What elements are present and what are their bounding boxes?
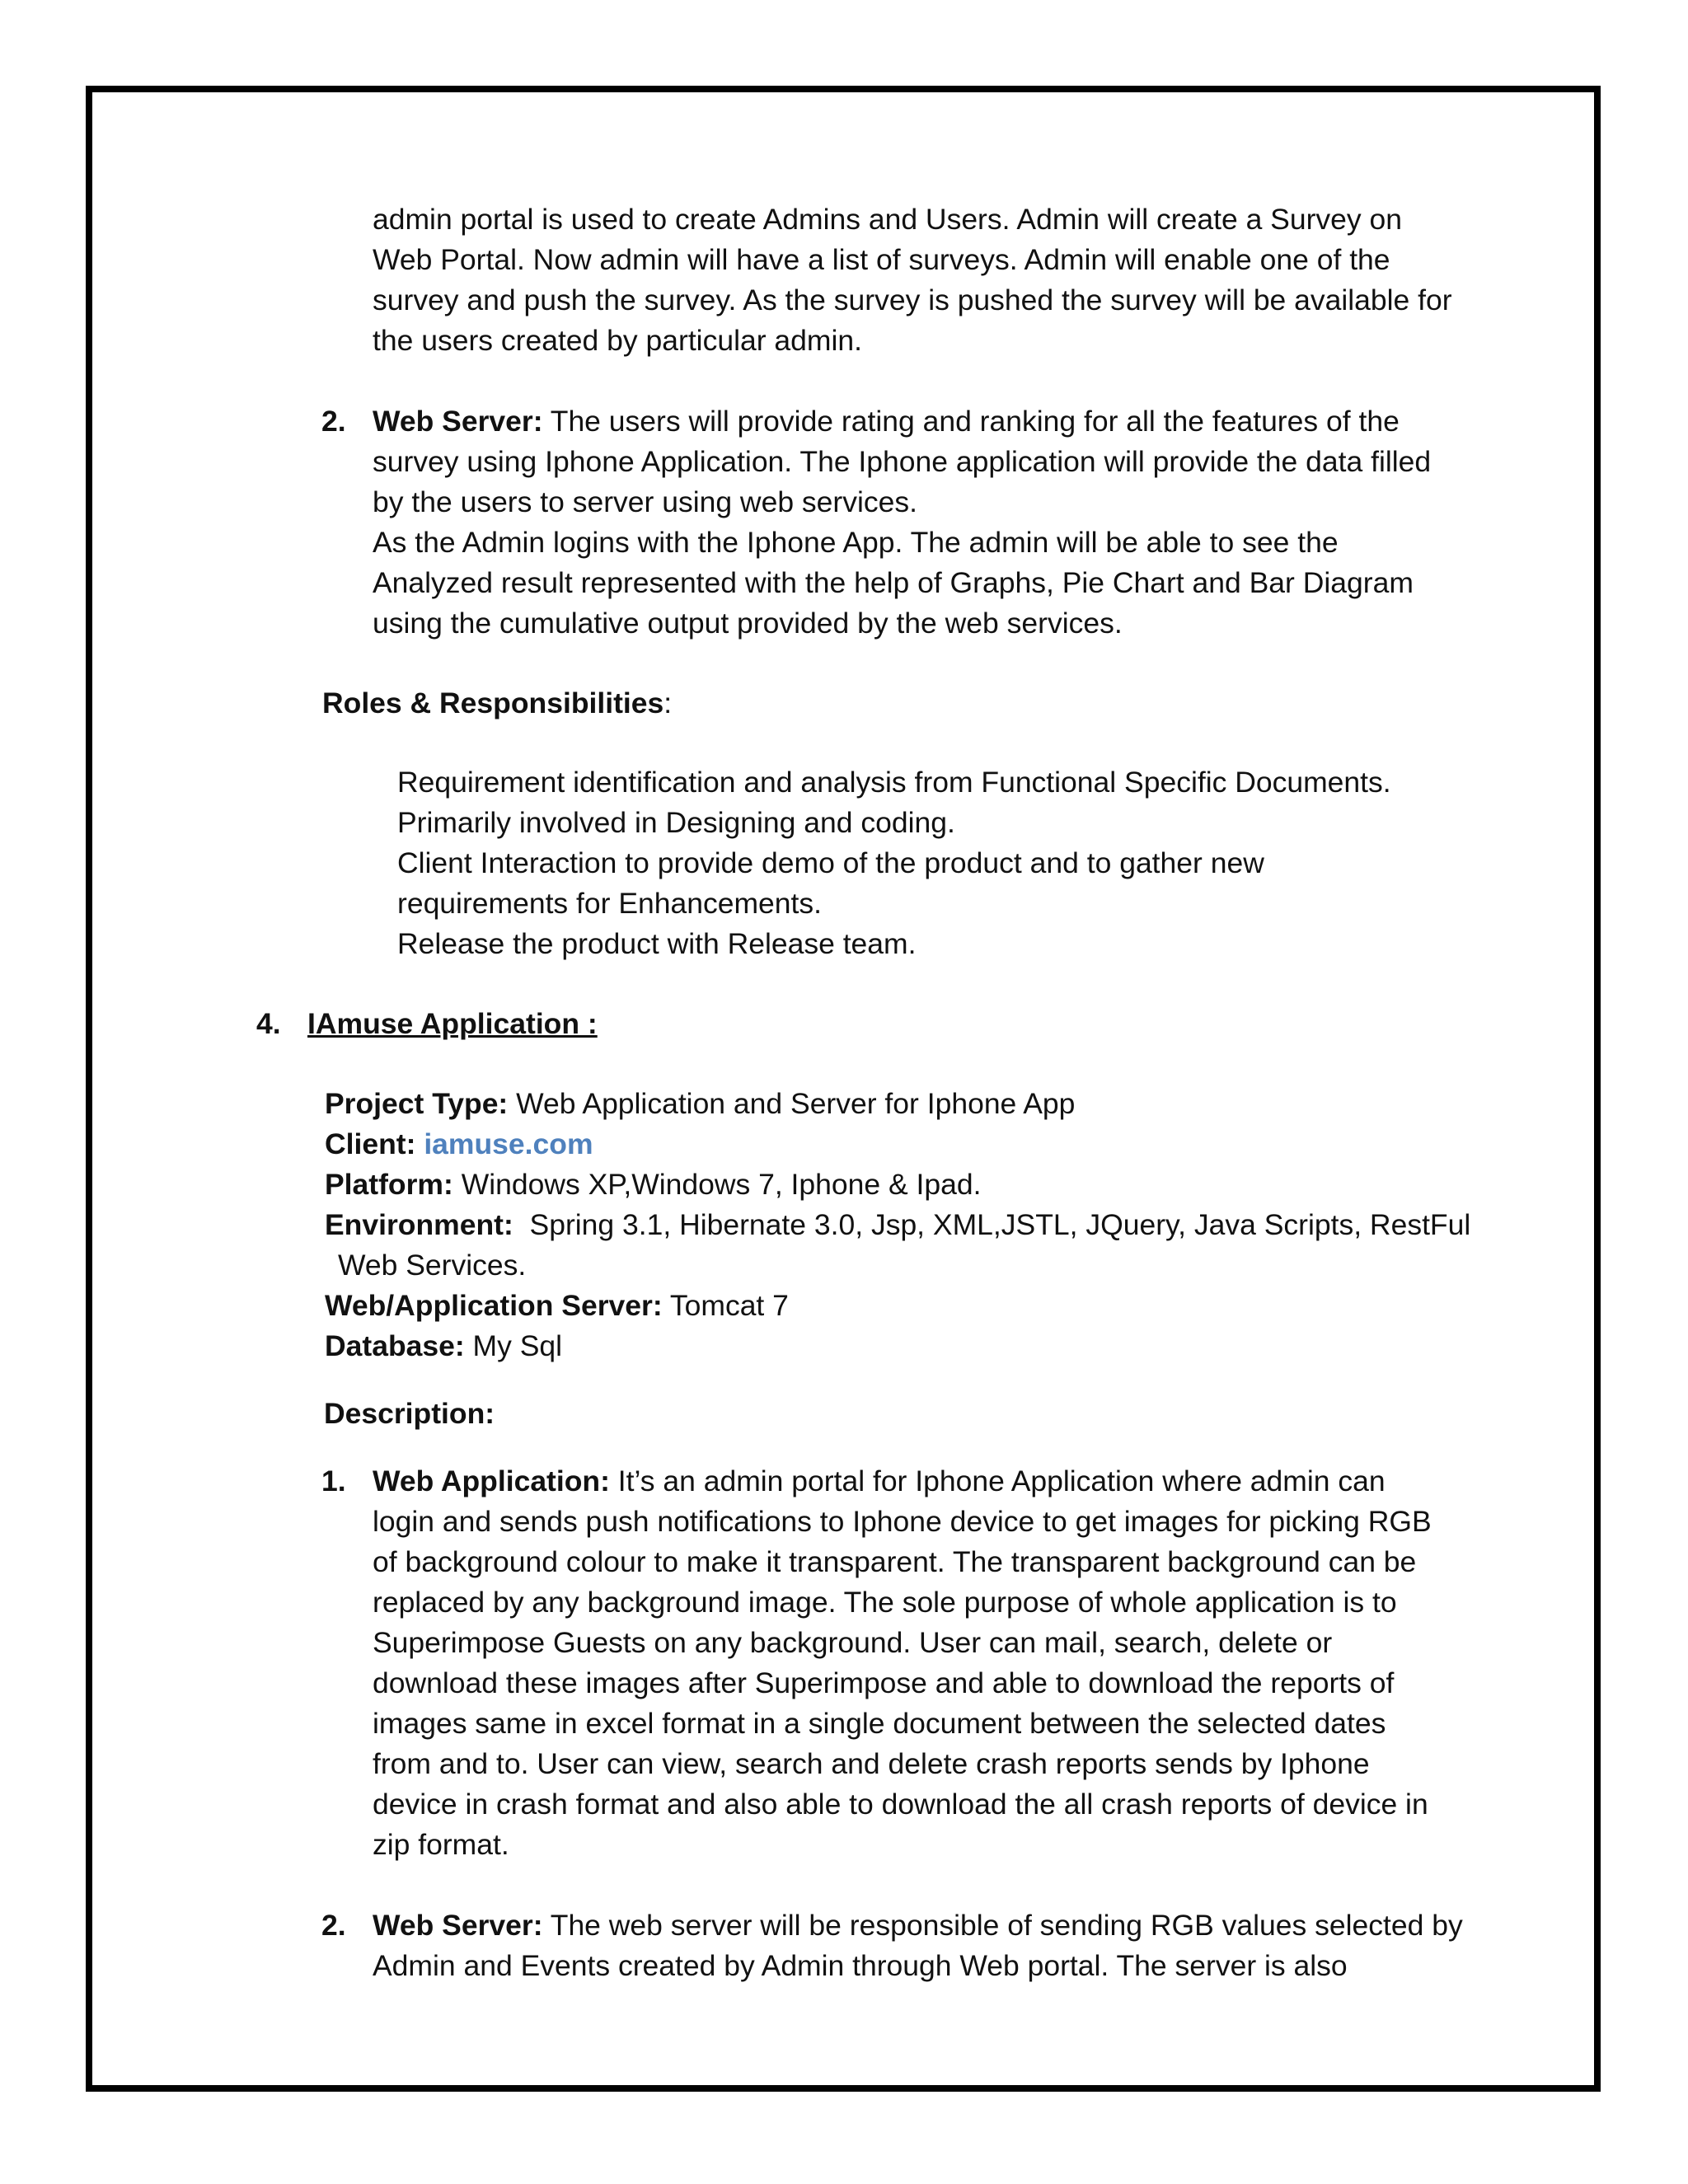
list-number: 2. <box>321 1909 346 1942</box>
platform-line <box>325 1165 982 1205</box>
environment-line <box>325 1205 1470 1245</box>
web-app-first-line <box>373 1461 1386 1502</box>
web-app-line: device in crash format and also able to download the all crash reports of device in <box>373 1788 1428 1821</box>
web-app-line: Superimpose Guests on any background. User can mail, search, delete or <box>373 1626 1333 1659</box>
client-line <box>325 1124 593 1165</box>
web-app-line: replaced by any background image. The sole purpose of whole application is to <box>373 1586 1397 1619</box>
roles-item: requirements for Enhancements. <box>397 887 823 920</box>
web-server-line: As the Admin logins with the Iphone App. The admin will be able to see the <box>373 526 1339 559</box>
web-app-line: login and sends push notifications to Iphone device to get images for picking RGB <box>373 1505 1432 1538</box>
intro-line: Web Portal. Now admin will have a list of surveys. Admin will enable one of the <box>373 243 1390 276</box>
intro-line: admin portal is used to create Admins and Users. Admin will create a Survey on <box>373 203 1403 236</box>
project-title: IAmuse Application : <box>307 1007 598 1040</box>
list-number: 1. <box>321 1465 346 1497</box>
environment-value: Spring 3.1, Hibernate 3.0, Jsp, XML,JSTL, JQuery, Java Scripts, RestFul <box>513 1208 1471 1241</box>
roles-heading <box>322 683 672 724</box>
web-server-line: survey using Iphone Application. The Iphone application will provide the data filled <box>373 445 1432 478</box>
intro-line: the users created by particular admin. <box>373 324 862 357</box>
platform-label: Platform: <box>325 1168 453 1201</box>
project-type-line <box>325 1084 1075 1124</box>
environment-label: Environment: <box>325 1208 513 1241</box>
database-value: My Sql <box>464 1329 563 1362</box>
server-label: Web/Application Server: <box>325 1289 663 1322</box>
web-server-2-first-line <box>373 1905 1463 1946</box>
web-app-line: download these images after Superimpose and able to download the reports of <box>373 1666 1395 1699</box>
description-label: Description: <box>324 1397 495 1430</box>
web-app-label: Web Application: <box>373 1465 610 1497</box>
roles-heading-text: Roles & Responsibilities <box>322 687 664 719</box>
server-value: Tomcat 7 <box>662 1289 789 1322</box>
web-server-line: Analyzed result represented with the help of Graphs, Pie Chart and Bar Diagram <box>373 566 1414 599</box>
roles-heading-colon: : <box>663 687 673 719</box>
project-number: 4. <box>256 1007 281 1040</box>
client-link[interactable]: iamuse.com <box>424 1127 593 1160</box>
web-server-line: using the cumulative output provided by the web services. <box>373 607 1123 640</box>
roles-item: Release the product with Release team. <box>397 927 917 960</box>
project-type-label: Project Type: <box>325 1087 509 1120</box>
web-server-line: by the users to server using web services. <box>373 485 917 518</box>
web-server-text: The users will provide rating and ranking for all the features of the <box>542 405 1400 438</box>
web-app-line: zip format. <box>373 1828 509 1861</box>
environment-cont-line: Web Services. <box>338 1249 527 1282</box>
roles-item: Requirement identification and analysis from Functional Specific Documents. <box>397 766 1391 799</box>
web-server-2-line: Admin and Events created by Admin through Web portal. The server is also <box>373 1949 1348 1982</box>
web-server-2-text: The web server will be responsible of sending RGB values selected by <box>542 1909 1463 1942</box>
database-label: Database: <box>325 1329 465 1362</box>
web-app-line: images same in excel format in a single document between the selected dates <box>373 1707 1386 1740</box>
roles-item: Primarily involved in Designing and coding. <box>397 806 955 839</box>
client-label: Client: <box>325 1127 416 1160</box>
list-number: 2. <box>321 405 346 438</box>
server-line <box>325 1286 789 1326</box>
web-app-line: from and to. User can view, search and delete crash reports sends by Iphone <box>373 1747 1370 1780</box>
project-type-value: Web Application and Server for Iphone App <box>508 1087 1076 1120</box>
roles-item: Client Interaction to provide demo of the product and to gather new <box>397 846 1264 879</box>
database-line <box>325 1326 562 1366</box>
web-app-text: It’s an admin portal for Iphone Application where admin can <box>609 1465 1386 1497</box>
web-app-line: of background colour to make it transparent. The transparent background can be <box>373 1545 1417 1578</box>
web-server-first-line <box>373 401 1400 442</box>
web-server-2-label: Web Server: <box>373 1909 543 1942</box>
web-server-label: Web Server: <box>373 405 543 438</box>
platform-value: Windows XP,Windows 7, Iphone & Ipad. <box>452 1168 982 1201</box>
intro-line: survey and push the survey. As the survey is pushed the survey will be available for <box>373 284 1452 316</box>
